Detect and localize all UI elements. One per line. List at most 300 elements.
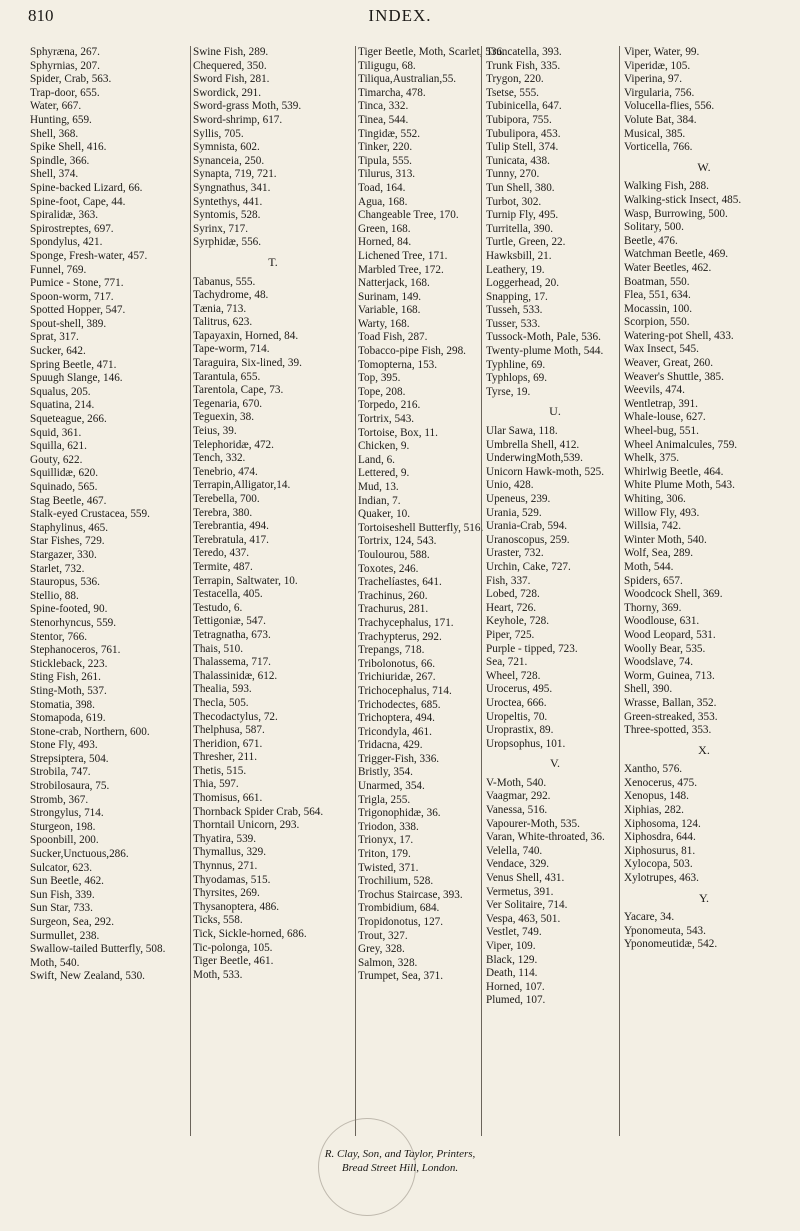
index-entry: Terrapin, Saltwater, 10. (193, 574, 298, 587)
index-entry: Spotted Hopper, 547. (30, 304, 126, 317)
page-header (0, 6, 800, 36)
index-entry: Tænia, 713. (193, 302, 247, 315)
index-entry: Thelphusa, 587. (193, 724, 265, 737)
index-entry: Marbled Tree, 172. (358, 263, 444, 276)
index-entry: Trichocephalus, 714. (358, 684, 452, 697)
index-entry: Whirlwig Beetle, 464. (624, 465, 724, 478)
index-entry: Vestlet, 749. (486, 926, 542, 939)
index-entry: Tinca, 332. (358, 100, 409, 113)
index-entry: Changeable Tree, 170. (358, 209, 459, 222)
index-entry: Turritella, 390. (486, 222, 554, 235)
index-entry: Volucella-flies, 556. (624, 100, 715, 113)
index-entry: Squilla, 621. (30, 440, 87, 453)
index-entry: Sphyræna, 267. (30, 46, 100, 58)
index-entry: Viperidæ, 105. (624, 59, 691, 72)
index-entry: Tortrix, 543. (358, 413, 415, 426)
index-entry: Trochus Staircase, 393. (358, 888, 463, 901)
index-entry: Chicken, 9. (358, 440, 410, 453)
index-entry: Talitrus, 623. (193, 316, 253, 329)
index-entry: Funnel, 769. (30, 263, 87, 276)
index-entry: Wheel Animalcules, 759. (624, 438, 738, 451)
index-entry: Trap-door, 655. (30, 86, 100, 99)
index-entry: Willsia, 742. (624, 520, 682, 533)
index-entry: Uroctea, 666. (486, 696, 547, 709)
index-entry: Thecla, 505. (193, 696, 249, 709)
index-entry: Tilurus, 313. (358, 168, 416, 181)
index-entry: Water Beetles, 462. (624, 261, 712, 274)
index-entry: Mud, 13. (358, 481, 399, 493)
index-entry: Natterjack, 168. (358, 277, 430, 290)
index-entry: Toad, 164. (358, 181, 406, 194)
index-entry: Trumpet, Sea, 371. (358, 970, 444, 983)
index-entry: Varan, White-throated, 36. (486, 831, 605, 844)
index-entry: Wheel-bug, 551. (624, 425, 699, 438)
index-entry: Weaver, Great, 260. (624, 357, 714, 370)
index-entry: Thalassinidæ, 612. (193, 669, 278, 682)
index-entry: Purple - tipped, 723. (486, 642, 578, 655)
index-entry: Spine-footed, 90. (30, 603, 108, 616)
index-entry: Trionyx, 17. (358, 834, 414, 847)
index-entry: Squid, 361. (30, 426, 82, 439)
index-entry: Truncatella, 393. (486, 46, 562, 58)
index-entry: Wasp, Burrowing, 500. (624, 207, 728, 220)
index-entry: Stomapoda, 619. (30, 712, 106, 725)
index-entry: Spiralidæ, 363. (30, 209, 99, 222)
index-entry: Stellio, 88. (30, 589, 79, 602)
index-entry: Death, 114. (486, 967, 538, 980)
index-entry: Tinea, 544. (358, 113, 409, 126)
index-entry: Woolly Bear, 535. (624, 642, 706, 655)
index-entry: Strepsiptera, 504. (30, 752, 109, 765)
index-entry: Swallow-tailed Butterfly, 508. (30, 943, 166, 956)
index-entry: Winter Moth, 540. (624, 533, 707, 546)
index-entry: Beetle, 476. (624, 234, 678, 247)
index-entry: Wentletrap, 391. (624, 397, 698, 410)
index-entry: Typhlops, 69. (486, 372, 548, 385)
index-entry: Trachurus, 281. (358, 603, 429, 616)
index-entry: Uropsophus, 101. (486, 737, 566, 750)
index-entry: Sucker, 642. (30, 345, 86, 358)
index-entry: Trigonophidæ, 36. (358, 807, 441, 820)
index-entry: Yacare, 34. (624, 911, 675, 924)
index-entry: Xylotrupes, 463. (624, 872, 699, 885)
column-rule (481, 46, 482, 1136)
index-entry: Spondylus, 421. (30, 236, 103, 249)
index-entry: Upeneus, 239. (486, 493, 551, 505)
index-entry: Sword Fish, 281. (193, 73, 270, 86)
index-entry: Thyatira, 539. (193, 832, 257, 845)
index-entry: Stone Fly, 493. (30, 739, 98, 752)
index-entry: Top, 395. (358, 372, 401, 385)
index-entry: Thia, 597. (193, 778, 239, 791)
index-entry: Thorntail Unicorn, 293. (193, 819, 300, 832)
index-entry: Synanceia, 250. (193, 154, 265, 167)
index-entry: Xiphosoma, 124. (624, 817, 701, 830)
index-entry: Surgeon, Sea, 292. (30, 916, 115, 928)
index-entry: Sting-Moth, 537. (30, 684, 107, 697)
index-entry: Sulcator, 623. (30, 861, 93, 874)
index-entry: Flea, 551, 634. (624, 289, 691, 302)
index-entry: Torpedo, 216. (358, 399, 421, 412)
index-entry: Tiligugu, 68. (358, 59, 416, 72)
index-entry: Thalassema, 717. (193, 656, 271, 669)
index-entry: Venus Shell, 431. (486, 872, 565, 885)
index-entry: Indian, 7. (358, 494, 401, 507)
index-entry: Green, 168. (358, 222, 411, 235)
index-column-1 (30, 46, 188, 984)
index-entry: Urania-Crab, 594. (486, 520, 568, 533)
index-entry: Strobilosaura, 75. (30, 780, 110, 793)
index-entry: Spuugh Slange, 146. (30, 372, 123, 385)
index-entry: Black, 129. (486, 953, 538, 966)
index-entry: Xiphosurus, 81. (624, 844, 696, 857)
index-entry: Plumed, 107. (486, 994, 546, 1007)
index-entry: Tropidonotus, 127. (358, 916, 444, 928)
index-entry: Spine-backed Lizard, 66. (30, 181, 143, 194)
index-entry: Salmon, 328. (358, 956, 418, 969)
index-entry: Strongylus, 714. (30, 807, 104, 820)
index-entry: Loggerhead, 20. (486, 277, 560, 290)
index-entry: Shell, 390. (624, 683, 673, 696)
index-column-5 (624, 46, 784, 952)
column-rule (619, 46, 620, 1136)
index-entry: Thresher, 211. (193, 751, 258, 764)
index-entry: Wrasse, Ballan, 352. (624, 696, 717, 709)
index-entry: Velella, 740. (486, 844, 543, 857)
index-entry: Tingidæ, 552. (358, 127, 421, 140)
index-entry: Tomopterna, 153. (358, 358, 438, 371)
index-entry: Surinam, 149. (358, 290, 422, 303)
index-entry: Tridacna, 429. (358, 739, 423, 752)
index-entry: Thysanoptera, 486. (193, 900, 280, 913)
index-entry: Xiphosdra, 644. (624, 831, 696, 844)
index-entry: Hunting, 659. (30, 113, 92, 126)
index-entry: Vespa, 463, 501. (486, 912, 561, 925)
index-entry: Staphylinus, 465. (30, 521, 109, 534)
index-entry: Weevils, 474. (624, 384, 685, 397)
index-entry: Wood Leopard, 531. (624, 628, 716, 641)
index-entry: Sun Star, 733. (30, 902, 93, 915)
index-entry: Wheel, 728. (486, 669, 541, 682)
index-entry: Squatina, 214. (30, 399, 95, 412)
index-entry: Spoonbill, 200. (30, 834, 99, 847)
index-entry: Syngnathus, 341. (193, 181, 271, 194)
index-entry: Thetis, 515. (193, 764, 247, 777)
index-entry: Vermetus, 391. (486, 885, 554, 898)
index-entry: Typhline, 69. (486, 358, 546, 371)
index-entry: Thais, 510. (193, 642, 244, 655)
index-entry: UnderwingMoth,539. (486, 452, 583, 465)
index-entry: Urania, 529. (486, 506, 542, 519)
index-entry: Sponge, Fresh-water, 457. (30, 249, 148, 262)
index-entry: Tun Shell, 380. (486, 181, 555, 194)
index-entry: Stephanoceros, 761. (30, 644, 121, 657)
index-entry: Scorpion, 550. (624, 316, 690, 329)
index-entry: Trachycephalus, 171. (358, 616, 454, 629)
index-entry: Agua, 168. (358, 195, 408, 208)
index-entry: Swift, New Zealand, 530. (30, 970, 145, 983)
index-entry: Toxotes, 246. (358, 562, 419, 575)
index-entry: Tachydrome, 48. (193, 289, 269, 302)
index-entry: Heart, 726. (486, 601, 537, 614)
index-entry: Musical, 385. (624, 127, 686, 140)
index-entry: Chequered, 350. (193, 59, 267, 72)
index-entry: Tortrix, 124, 543. (358, 535, 437, 548)
index-entry: Ver Solitaire, 714. (486, 899, 568, 912)
index-entry: Tipula, 555. (358, 154, 412, 167)
index-entry: Watchman Beetle, 469. (624, 248, 729, 261)
index-entry: Taraguira, Six-lined, 39. (193, 357, 302, 370)
index-entry: Tarantula, 655. (193, 370, 261, 383)
index-entry: Yponomeuta, 543. (624, 924, 706, 937)
index-entry: Trygon, 220. (486, 73, 544, 86)
index-entry: Turnip Fly, 495. (486, 209, 559, 222)
index-entry: Solitary, 500. (624, 221, 684, 234)
imprint-line: Bread Street Hill, London. (341, 1162, 459, 1174)
index-entry: Yponomeutidæ, 542. (624, 938, 718, 951)
index-entry: Wax Insect, 545. (624, 343, 699, 356)
index-entry: Thomisus, 661. (193, 792, 263, 805)
index-column-2 (193, 46, 353, 982)
index-entry: Spirostreptes, 697. (30, 222, 114, 235)
index-entry: Snapping, 17. (486, 290, 548, 303)
index-entry: Tulip Stell, 374. (486, 141, 559, 154)
index-entry: Strobila, 747. (30, 766, 91, 779)
index-entry: Squeteague, 266. (30, 413, 107, 426)
index-entry: Syntethys, 441. (193, 195, 263, 208)
index-entry: Syllis, 705. (193, 127, 244, 140)
index-entry: Thorny, 369. (624, 601, 682, 614)
imprint-line: R. Clay, Son, and Taylor, Printers, (324, 1148, 476, 1160)
section-letter: V. (549, 756, 561, 771)
index-entry: Terrapin,Alligator,14. (193, 479, 291, 492)
index-entry: Stomatia, 398. (30, 698, 95, 711)
index-entry: Water, 667. (30, 100, 82, 113)
index-entry: Tricondyla, 461. (358, 725, 432, 738)
index-entry: Trichodectes, 685. (358, 698, 441, 711)
index-entry: Tobacco-pipe Fish, 298. (358, 345, 466, 358)
index-entry: Teredo, 437. (193, 547, 250, 560)
index-entry: Stentor, 766. (30, 630, 88, 643)
index-entry: Umbrella Shell, 412. (486, 438, 580, 451)
index-entry: Sucker,Unctuous,286. (30, 848, 129, 861)
index-entry: Stone-crab, Northern, 600. (30, 725, 150, 738)
index-entry: Thornback Spider Crab, 564. (193, 805, 324, 818)
index-entry: Unarmed, 354. (358, 780, 425, 793)
index-entry: Tiliqua,Australian,55. (358, 73, 457, 86)
index-entry: Sword-grass Moth, 539. (193, 100, 302, 113)
index-entry: Sea, 721. (486, 656, 528, 669)
index-entry: Leathery, 19. (486, 263, 545, 276)
index-entry: Piper, 725. (486, 628, 535, 641)
section-letter: W. (697, 159, 711, 174)
index-entry: Woodcock Shell, 369. (624, 588, 723, 601)
index-entry: Horned, 107. (486, 980, 545, 993)
index-entry: Stromb, 367. (30, 793, 89, 806)
index-entry: Toad Fish, 287. (358, 331, 428, 344)
index-entry: Trombidium, 684. (358, 902, 440, 915)
running-title: INDEX. (368, 6, 432, 25)
index-entry: Spout-shell, 389. (30, 317, 107, 330)
index-entry: Viper, 109. (486, 940, 536, 952)
index-entry: Trigla, 255. (358, 793, 411, 806)
index-entry: Moth, 544. (624, 560, 674, 573)
index-entry: Star Fishes, 729. (30, 535, 105, 548)
index-entry: Stauropus, 536. (30, 576, 100, 589)
index-entry: Viperina, 97. (624, 73, 683, 86)
index-entry: Variable, 168. (358, 304, 421, 317)
index-entry: Lobed, 728. (486, 588, 540, 601)
index-entry: Syntomis, 528. (193, 209, 261, 222)
index-entry: Xenopus, 148. (624, 790, 689, 803)
index-entry: Tetragnatha, 673. (193, 628, 271, 641)
index-entry: Tubipora, 755. (486, 113, 552, 126)
index-entry: Urocerus, 495. (486, 683, 553, 696)
index-columns (30, 46, 790, 1136)
index-entry: Tic-polonga, 105. (193, 941, 273, 954)
index-entry: Keyhole, 728. (486, 615, 550, 628)
index-entry: Volute Bat, 384. (624, 113, 697, 126)
index-entry: Spoon-worm, 717. (30, 290, 114, 303)
index-entry: Warty, 168. (358, 317, 410, 330)
index-entry: Spiders, 657. (624, 574, 683, 587)
index-entry: Quaker, 10. (358, 508, 411, 521)
index-entry: Vorticella, 766. (624, 141, 693, 154)
index-entry: Woodlouse, 631. (624, 615, 700, 628)
index-entry: Trachypterus, 292. (358, 630, 442, 643)
index-entry: Tusser, 533. (486, 317, 541, 330)
page-number: 810 (28, 6, 54, 25)
index-entry: Terebratula, 417. (193, 533, 269, 546)
index-entry: Tinker, 220. (358, 141, 413, 154)
index-entry: Uraster, 732. (486, 547, 544, 560)
index-entry: Trichiuridæ, 267. (358, 671, 436, 684)
index-entry: Testacella, 405. (193, 588, 263, 601)
index-entry: Mocassin, 100. (624, 302, 693, 315)
index-entry: Sphyrnias, 207. (30, 59, 100, 72)
index-entry: Terebella, 700. (193, 493, 260, 505)
index-entry: Tusseh, 533. (486, 304, 543, 317)
index-entry: Thyodamas, 515. (193, 873, 271, 886)
index-entry: Turbot, 302. (486, 195, 542, 208)
index-entry: Trochilium, 528. (358, 875, 434, 888)
index-entry: Tabanus, 555. (193, 275, 256, 288)
index-entry: Tribolonotus, 66. (358, 657, 435, 670)
index-entry: Thealia, 593. (193, 683, 252, 696)
index-entry: Tussock-Moth, Pale, 536. (486, 331, 601, 344)
index-entry: Xantho, 576. (624, 763, 683, 776)
index-entry: Unicorn Hawk-moth, 525. (486, 465, 605, 478)
index-entry: Sun Fish, 339. (30, 888, 95, 901)
index-entry: Walking-stick Insect, 485. (624, 193, 742, 206)
index-entry: Vanessa, 516. (486, 804, 548, 817)
index-entry: Trachinus, 260. (358, 589, 428, 602)
section-letter: U. (549, 404, 561, 419)
index-entry: Tapayaxin, Horned, 84. (193, 329, 299, 342)
index-entry: Tope, 208. (358, 385, 406, 398)
index-entry: Tape-worm, 714. (193, 343, 270, 356)
index-entry: Wolf, Sea, 289. (624, 547, 694, 560)
index-entry: Symnista, 602. (193, 141, 260, 154)
index-entry: Trigger-Fish, 336. (358, 752, 440, 765)
index-entry: Theridion, 671. (193, 737, 263, 750)
index-entry: Triodon, 338. (358, 820, 419, 833)
index-entry: Telephoridæ, 472. (193, 438, 274, 451)
index-entry: Spider, Crab, 563. (30, 73, 112, 86)
index-entry: Worm, Guinea, 713. (624, 669, 715, 682)
index-entry: Trepangs, 718. (358, 644, 425, 657)
index-entry: Thynnus, 271. (193, 860, 258, 873)
index-entry: Xylocopa, 503. (624, 858, 693, 871)
index-entry: Stickleback, 223. (30, 657, 108, 670)
index-entry: Trout, 327. (358, 929, 408, 942)
index-entry: Tench, 332. (193, 452, 246, 465)
index-entry: Tsetse, 555. (486, 86, 539, 99)
index-entry: Shell, 368. (30, 127, 79, 140)
index-entry: Starlet, 732. (30, 562, 85, 575)
index-entry: Twisted, 371. (358, 861, 419, 874)
index-entry: Sturgeon, 198. (30, 820, 96, 833)
index-entry: Thecodactylus, 72. (193, 710, 278, 723)
index-entry: Horned, 84. (358, 236, 412, 249)
index-entry: Tortoise, Box, 11. (358, 426, 438, 439)
index-entry: Tunicata, 438. (486, 154, 550, 167)
index-entry: Grey, 328. (358, 943, 405, 956)
index-entry: Tiger Beetle, 461. (193, 955, 274, 968)
section-letter: T. (268, 254, 278, 269)
index-entry: Lichened Tree, 171. (358, 249, 448, 262)
index-entry: Squinado, 565. (30, 481, 98, 493)
index-entry: Weaver's Shuttle, 385. (624, 370, 724, 383)
index-entry: Teius, 39. (193, 425, 237, 438)
index-entry: Viper, Water, 99. (624, 46, 700, 58)
index-entry: Walking Fish, 288. (624, 180, 709, 193)
index-entry: Unio, 428. (486, 479, 534, 492)
printer-imprint (0, 1147, 800, 1175)
index-entry: Squillidæ, 620. (30, 467, 99, 480)
index-entry: Ular Sawa, 118. (486, 425, 558, 438)
index-entry: Syrinx, 717. (193, 222, 249, 235)
index-entry: Xenocerus, 475. (624, 776, 698, 789)
index-entry: Tiger Beetle, Moth, Scarlet, 536. (358, 46, 505, 58)
index-entry: Stenorhyncus, 559. (30, 616, 117, 629)
index-entry: Thymallus, 329. (193, 846, 267, 859)
index-entry: Sword-shrimp, 617. (193, 113, 283, 126)
index-entry: V-Moth, 540. (486, 776, 547, 789)
index-entry: Moth, 533. (193, 968, 243, 981)
index-entry: Tunny, 270. (486, 168, 540, 181)
index-entry: Uranoscopus, 259. (486, 533, 570, 546)
index-entry: Hawksbill, 21. (486, 249, 552, 262)
index-entry: Lettered, 9. (358, 467, 410, 480)
index-entry: Bristly, 354. (358, 766, 413, 779)
index-entry: Sprat, 317. (30, 331, 79, 344)
index-entry: Watering-pot Shell, 433. (624, 329, 734, 342)
index-entry: Whale-louse, 627. (624, 411, 706, 424)
index-entry: Squalus, 205. (30, 385, 91, 398)
index-entry: Termite, 487. (193, 560, 253, 573)
index-entry: Tenebrio, 474. (193, 465, 258, 478)
index-entry: Green-streaked, 353. (624, 710, 718, 723)
index-entry: Moth, 540. (30, 956, 80, 969)
index-entry: Uropeltis, 70. (486, 710, 548, 723)
index-entry: Thyrsites, 269. (193, 887, 260, 900)
index-entry: Tubulipora, 453. (486, 127, 561, 140)
column-rule (190, 46, 191, 1136)
index-entry: Spring Beetle, 471. (30, 358, 117, 371)
index-entry: Timarcha, 478. (358, 86, 426, 99)
index-entry: Pumice - Stone, 771. (30, 277, 124, 290)
